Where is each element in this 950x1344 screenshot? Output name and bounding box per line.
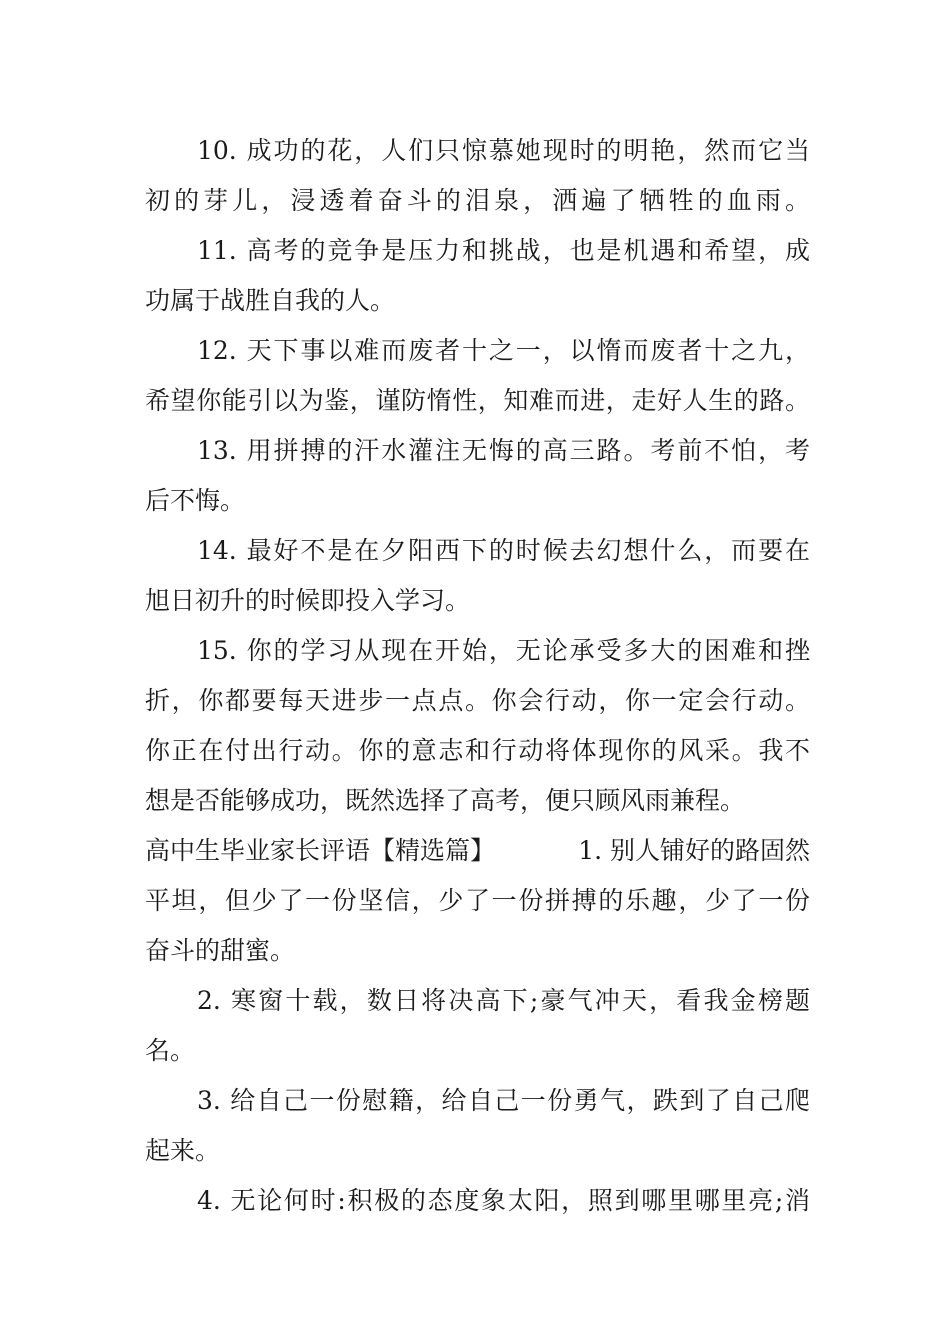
text-line: 4. 无论何时:积极的态度象太阳，照到哪里哪里亮;消 bbox=[197, 1186, 810, 1215]
text-line: 3. 给自己一份慰籍，给自己一份勇气，跌到了自己爬 bbox=[197, 1086, 810, 1115]
text-line: 2. 寒窗十载，数日将决高下;豪气冲天，看我金榜题 bbox=[197, 986, 810, 1015]
text-line: 折，你都要每天进步一点点。你会行动，你一定会行动。 bbox=[145, 686, 810, 715]
text-line: 起来。 bbox=[145, 1136, 221, 1165]
text-line: 想是否能够成功，既然选择了高考，便只顾风雨兼程。 bbox=[145, 786, 746, 815]
text-line: 功属于战胜自我的人。 bbox=[145, 286, 396, 315]
text-line: 旭日初升的时候即投入学习。 bbox=[145, 586, 471, 615]
text-line: 初的芽儿，浸透着奋斗的泪泉，洒遍了牺牲的血雨。 bbox=[145, 186, 810, 215]
text-line: 奋斗的甜蜜。 bbox=[145, 936, 296, 965]
section-heading-line bbox=[145, 829, 810, 873]
text-line: 你正在付出行动。你的意志和行动将体现你的风采。我不 bbox=[145, 736, 810, 765]
text-line: 1. 别人铺好的路固然 bbox=[578, 836, 810, 865]
text-line: 后不悔。 bbox=[145, 486, 246, 515]
text-line: 平坦，但少了一份坚信，少了一份拼搏的乐趣，少了一份 bbox=[145, 886, 810, 915]
text-line: 名。 bbox=[145, 1036, 196, 1065]
section-heading: 高中生毕业家长评语【精选篇】 bbox=[145, 836, 496, 865]
text-line: 13. 用拼搏的汗水灌注无悔的高三路。考前不怕，考 bbox=[197, 436, 810, 465]
text-line: 12. 天下事以难而废者十之一，以惰而废者十之九， bbox=[197, 336, 810, 365]
text-line: 10. 成功的花，人们只惊慕她现时的明艳，然而它当 bbox=[197, 136, 810, 165]
text-line: 11. 高考的竞争是压力和挑战，也是机遇和希望，成 bbox=[197, 236, 810, 265]
text-line: 希望你能引以为鉴，谨防惰性，知难而进，走好人生的路。 bbox=[145, 386, 810, 415]
text-line: 14. 最好不是在夕阳西下的时候去幻想什么，而要在 bbox=[197, 536, 810, 565]
text-line: 15. 你的学习从现在开始，无论承受多大的困难和挫 bbox=[197, 636, 810, 665]
